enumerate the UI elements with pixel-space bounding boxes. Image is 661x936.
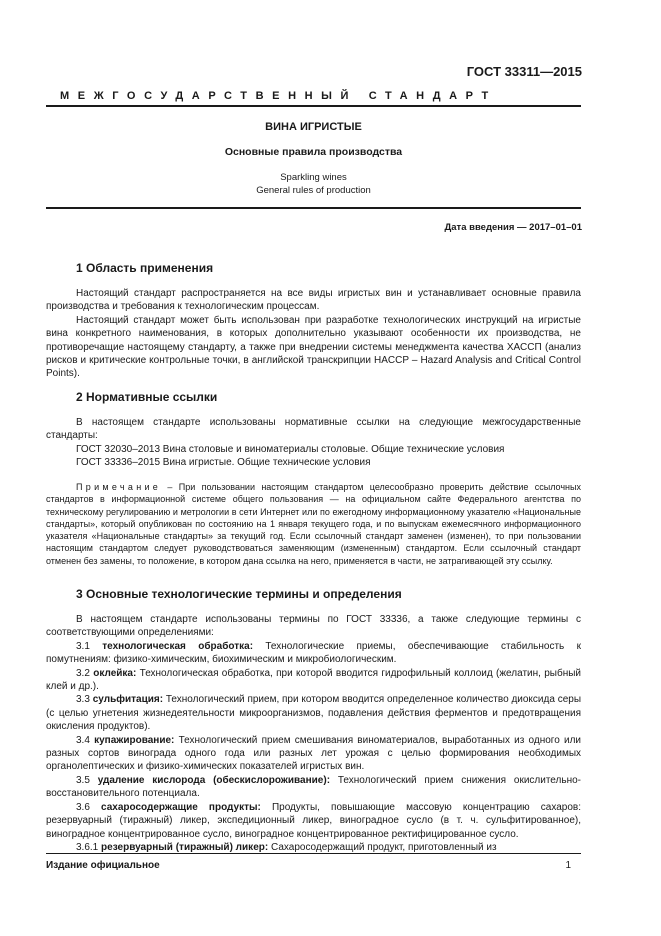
paragraph: В настоящем стандарте использованы нормативные ссылки на следующие межгосударственные стандарты: (46, 417, 581, 442)
term-entry: 3.5 удаление кислорода (обескислороживание): Технологический прием снижения окислительно-восстановительного потенциала. (46, 774, 581, 800)
page-number: 1 (565, 860, 571, 871)
section-1-body (46, 287, 581, 381)
intro-date: Дата введения — 2017–01–01 (444, 222, 582, 233)
title-main: ВИНА ИГРИСТЫЕ (265, 121, 362, 133)
term-entry: 3.6 сахаросодержащие продукты: Продукты, повышающие массовую концентрацию сахаров: резервуарный (тиражный) ликер, экспедиционный ликер, виноградное сусло (в т. ч. сульфитированное), виноградное концентрированное сусло, виноградное концентрированное ректифицированное сусло. (46, 801, 581, 840)
paragraph: Настоящий стандарт распространяется на все виды игристых вин и устанавливает основные правила производства и требования к технологическим процессам. (46, 288, 581, 313)
section-3-body (46, 613, 581, 854)
paragraph: В настоящем стандарте использованы термины по ГОСТ 33336, а также следующие термины с соответствующими определениями: (46, 614, 581, 639)
term-name: оклейка: (93, 667, 137, 679)
reference-item: ГОСТ 33336–2015 Вина игристые. Общие технические условия (76, 457, 371, 469)
term-name: удаление кислорода (обескислороживание): (97, 774, 331, 786)
term-name: сульфитация: (92, 694, 164, 706)
term-entry: 3.1 технологическая обработка: Технологические приемы, обеспечивающие стабильность к помутнениям: физико-химическим, биохимическим и микробиологическим. (46, 640, 581, 666)
section-3-heading: 3 Основные технологические термины и определения (76, 587, 402, 601)
term-name: купажирование: (94, 734, 175, 746)
section-2-heading: 2 Нормативные ссылки (76, 390, 218, 404)
term-entry: 3.4 купажирование: Технологический прием смешивания виноматериалов, выработанных из одного или разных сортов винограда одного года или разных лет урожая с целью формирования необходимых органолептических и физико-химических показателей игристых вин. (46, 734, 581, 773)
term-name: сахаросодержащие продукты: (101, 801, 261, 813)
note-label: Примечание (76, 482, 162, 492)
paragraph: Настоящий стандарт может быть использован при разработке технологических инструкций на игристые вина конкретного наименования, в которых дополнительно указывают особенности их производства, не противоречащие настоящему стандарту, а также при внедрении системы менеджмента качества ХАССП (анализ рисков и критические контрольные точки, в английской транскрипции HACCP – Hazard Analysis and Critical Control Points). (46, 314, 581, 380)
section-1-heading: 1 Область применения (76, 261, 214, 275)
title-rule (46, 207, 581, 209)
note-block (46, 481, 581, 567)
section-2-body (46, 416, 581, 470)
term-name: технологическая обработка: (102, 640, 254, 652)
title-en-sub: General rules of production (256, 185, 371, 196)
term-entry: 3.3 сульфитация: Технологический прием, при котором вводится определенное количество диоксида серы (с целью угнетения жизнедеятельности микроорганизмов, подавления действия ферментов и предотвращения окисления продуктов). (46, 694, 582, 733)
title-en-main: Sparkling wines (280, 172, 347, 183)
header-rule (46, 105, 581, 107)
official-edition-label: Издание официальное (46, 860, 160, 871)
document-number: ГОСТ 33311—2015 (466, 64, 582, 79)
term-entry: 3.2 оклейка: Технологическая обработка, при которой вводится гидрофильный коллоид (желатин, рыбный клей и др.). (46, 667, 582, 693)
footer-rule (46, 853, 581, 854)
title-sub: Основные правила производства (224, 146, 403, 158)
note-text: – При пользовании настоящим стандартом целесообразно проверить действие ссылочных стандартов в информационной системе общего пользования — на официальном сайте Федерального агентства по техническому регулированию и метрологии в сети Интернет или по ежегодному информационному указателю «Национальные стандарты», который опубликован по состоянию на 1 января текущего года, и по выпускам ежемесячного информационного указателя «Национальные стандарты» за текущий год. Если ссылочный стандарт заменен (изменен), то при пользовании настоящим стандартом следует руководствоваться заменяющим (измененным) стандартом. Если ссылочный стандарт отменен без замены, то положение, в котором дана ссылка на него, применяется в части, не затрагивающей эту ссылку. (46, 482, 581, 566)
term-entry: 3.6.1 резервуарный (тиражный) ликер: Сахаросодержащий продукт, приготовленный из (76, 841, 497, 853)
term-name: резервуарный (тиражный) ликер: (101, 841, 269, 853)
title-english (46, 171, 581, 197)
reference-item: ГОСТ 32030–2013 Вина столовые и виноматериалы столовые. Общие технические условия (76, 443, 505, 455)
interstate-standard-banner: МЕЖГОСУДАРСТВЕННЫЙ СТАНДАРТ (60, 90, 497, 102)
